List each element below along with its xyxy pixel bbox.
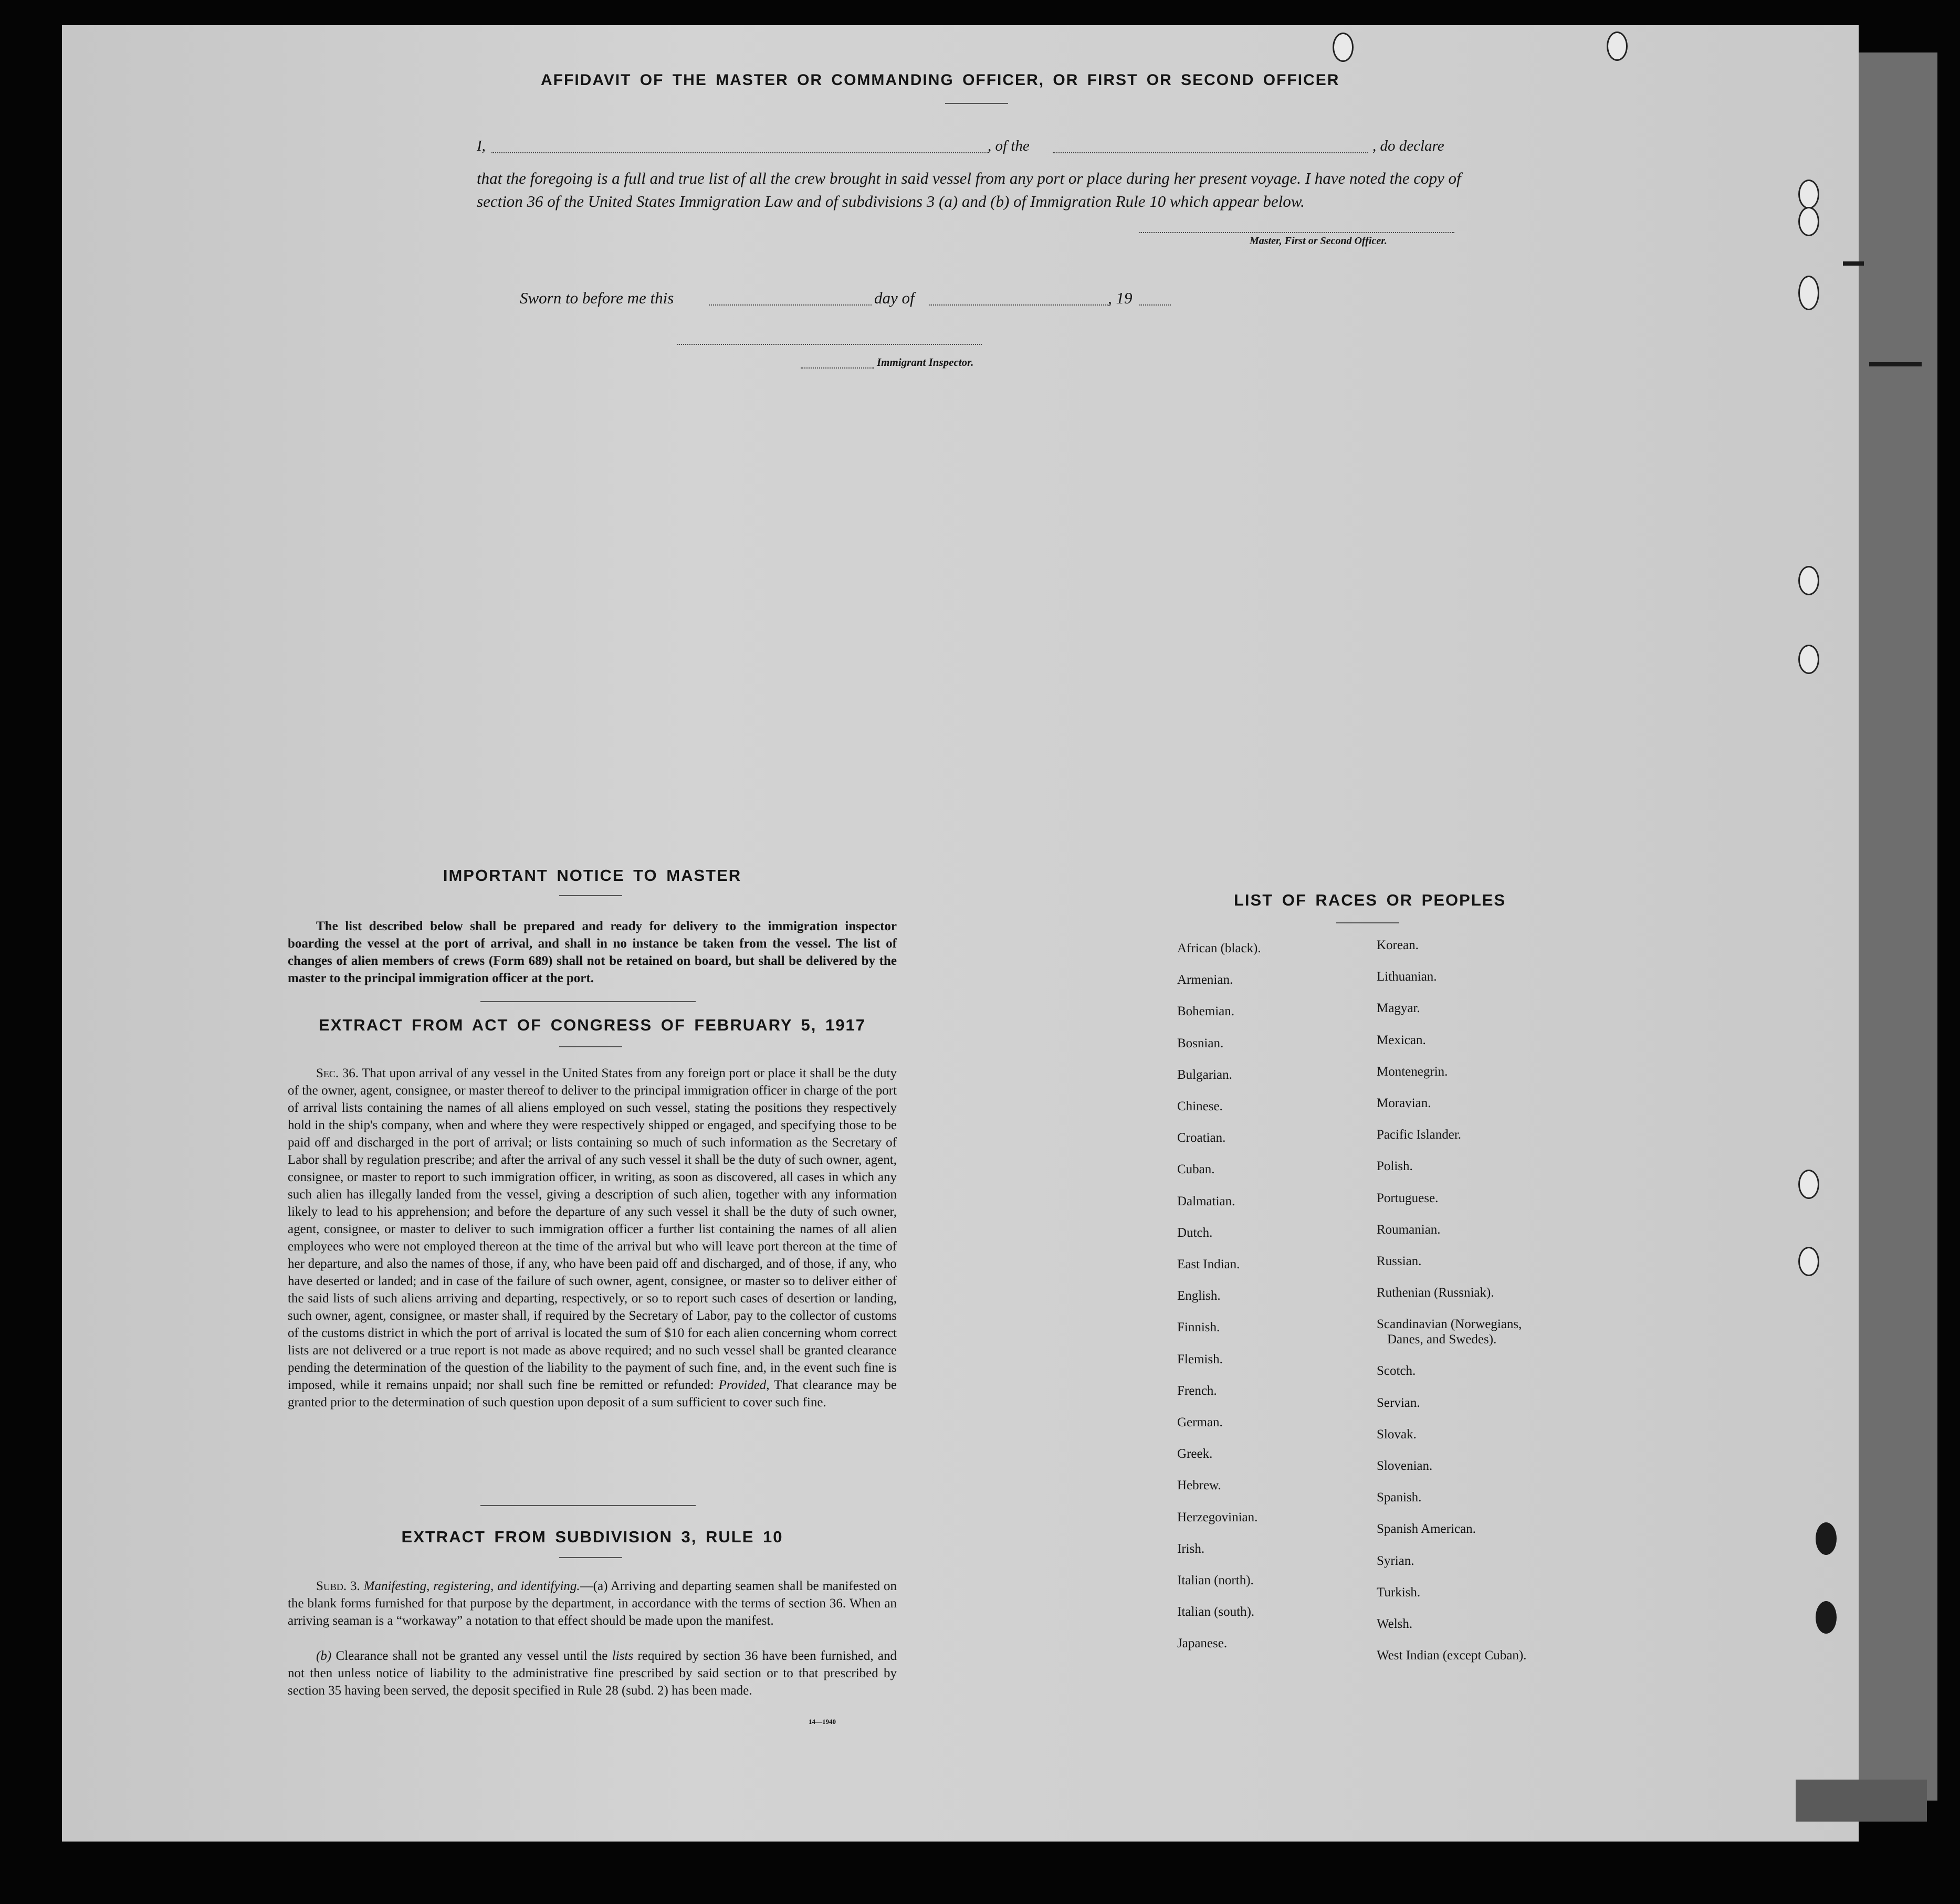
race-item: Cuban. [1177,1162,1215,1177]
rule-divider [559,1557,622,1558]
binder-hole-icon [1798,276,1819,310]
binder-hole-icon [1333,33,1354,62]
act-sec-label: Sec. 36. [316,1066,359,1080]
subd-b-1: Clearance shall not be granted any vessel until the [336,1649,608,1663]
race-item: Scotch. [1377,1364,1416,1379]
rule-para-b [288,1647,897,1699]
form-number: 14—1940 [809,1718,836,1726]
inspector-signature-field-2[interactable] [801,367,874,369]
race-item: Bulgarian. [1177,1067,1232,1082]
master-signature-label: Master, First or Second Officer. [1250,235,1387,247]
race-item: Herzegovinian. [1177,1510,1258,1524]
act-text [288,1065,897,1411]
master-signature-field[interactable] [1139,232,1454,233]
race-item: Armenian. [1177,973,1233,987]
race-item: Roumanian. [1377,1222,1441,1237]
inspector-label: Immigrant Inspector. [877,356,974,369]
declarant-label: I, [477,138,486,154]
notice-divider [559,895,622,896]
race-item: Hebrew. [1177,1478,1221,1493]
binder-hole-icon [1798,207,1819,236]
section-divider [480,1505,696,1506]
race-item: Italian (north). [1177,1573,1254,1587]
race-item: Montenegrin. [1377,1064,1448,1079]
race-item: Chinese. [1177,1099,1223,1113]
sworn-month-field[interactable] [929,304,1110,306]
notice-title: IMPORTANT NOTICE TO MASTER [443,866,742,885]
rule-para-a [288,1577,897,1629]
races-divider [1336,922,1399,923]
vessel-label: , of the [988,138,1030,154]
race-item: English. [1177,1289,1221,1303]
race-item: Korean. [1377,938,1419,952]
race-item: German. [1177,1415,1223,1429]
race-item: Slovak. [1377,1427,1417,1442]
race-item: Spanish. [1377,1490,1422,1505]
race-item: Polish. [1377,1159,1413,1174]
race-item: Turkish. [1377,1585,1421,1600]
race-item: Danes, and Swedes). [1387,1332,1497,1347]
sworn-date-field[interactable] [709,304,872,306]
rule-title: EXTRACT FROM SUBDIVISION 3, RULE 10 [401,1528,783,1546]
race-item: Italian (south). [1177,1605,1255,1619]
race-item: Pacific Islander. [1377,1128,1462,1142]
binder-hole-icon [1798,1247,1819,1276]
act-title: EXTRACT FROM ACT OF CONGRESS OF FEBRUARY 5, 1917 [319,1016,866,1034]
race-item: Spanish American. [1377,1522,1476,1537]
race-item: Syrian. [1377,1553,1414,1568]
race-item: West Indian (except Cuban). [1377,1648,1527,1663]
subd-b-lists: lists [612,1649,634,1663]
affidavit-title: AFFIDAVIT OF THE MASTER OR COMMANDING OFFICER, OR FIRST OR SECOND OFFICER [541,71,1340,89]
act-provided-text: That clearance may be granted prior to the determination of such question upon deposit of a sum sufficient to cover such fine. [288,1378,897,1409]
sworn-year-field[interactable] [1139,304,1171,306]
sworn-prefix: Sworn to before me this [520,289,674,307]
race-item: Scandinavian (Norwegians, [1377,1317,1522,1332]
race-item: Portuguese. [1377,1191,1439,1205]
affidavit-statement: that the foregoing is a full and true list of all the crew brought in said vessel from any port or place during her present voyage. I have noted the copy of section 36 of the United States Immigration Law and of subdivisions 3 (a) and (b) of Immigration Rule 10 which appear below. [477,169,1461,211]
act-body: That upon arrival of any vessel in the United States from any foreign port or place it shall be the duty of the owner, agent, consignee, or master thereof to deliver to the principal immigration officer in charge of the port of arrival lists containing the names of all aliens employed on such vessel, stating the positions they respectively hold in the ship's company, when and where they were respectively shipped or engaged, and specifying those to be paid off and discharged in the port of arrival; or lists containing so much of such information as the Secretary of Labor shall by regulation prescribe; and after the arrival of any such vessel it shall be the duty of such owner, agent, consignee, or master to report to such immigration officer, in writing, as soon as discovered, all cases in which any such alien has illegally landed from the vessel, giving a description of such alien, together with any information likely to lead to his apprehension; and before the departure of any such vessel it shall be the duty of such owner, agent, consignee, or master to deliver to such immigration officer a further list containing the names of all alien employees who were not employed thereon at the time of the arrival but who will leave port thereon at the time of her departure, and also the names of those, if any, who have been paid off and discharged, and of those, if any, who have deserted or landed; and in case of the failure of such owner, agent, consignee, or master so to deliver either of the said lists of such aliens arriving and departing, respectively, or so to report such cases of desertion or landing, such owner, agent, consignee, or master shall, if required by the Secretary of Labor, pay to the collector of customs of the customs district in which the port of arrival is located the sum of $10 for each alien concerning whom correct lists are not delivered or a true report is not made as above required; and no such vessel shall be granted clearance pending the determination of the question of the liability to the payment of such fine, and, in the event such fine is imposed, while it remains unpaid; nor shall such fine be remitted or refunded: [288,1066,897,1392]
race-item: Bosnian. [1177,1036,1224,1050]
race-item: Finnish. [1177,1320,1220,1335]
binder-hole-icon [1798,645,1819,674]
binder-edge-bottom [1796,1780,1927,1822]
notice-text: The list described below shall be prepared and ready for delivery to the immigration inspector boarding the vessel at the port of arrival, and shall in no instance be taken from the vessel. The list of changes of alien members of crews (Form 689) shall not be retained on board, but shall be delivered by the master to the principal immigration officer at the port. [288,919,897,985]
race-item: French. [1177,1383,1217,1398]
binder-edge [1859,52,1937,1801]
scan-artifact [1869,362,1922,366]
inspector-signature-field[interactable] [677,344,982,345]
race-item: Lithuanian. [1377,970,1437,984]
declarant-name-field[interactable] [491,152,988,153]
race-item: Welsh. [1377,1617,1413,1632]
section-divider [480,1001,696,1002]
act-provided-label: Provided, [718,1378,770,1392]
declare-label: , do declare [1372,138,1444,154]
race-item: Greek. [1177,1447,1213,1461]
race-item: Moravian. [1377,1096,1431,1110]
subd-heading: Manifesting, registering, and identifying. [363,1579,580,1593]
race-item: Bohemian. [1177,1004,1235,1019]
binder-hole-icon [1798,180,1819,209]
race-item: Croatian. [1177,1131,1226,1145]
binder-hole-icon [1816,1601,1837,1634]
binder-hole-icon [1607,31,1628,61]
race-item: Magyar. [1377,1001,1420,1016]
act-divider [559,1046,622,1047]
race-item: East Indian. [1177,1257,1240,1271]
vessel-name-field[interactable] [1053,152,1368,153]
race-item: Russian. [1377,1254,1422,1268]
race-item: Slovenian. [1377,1459,1433,1474]
sworn-year-label: , 19 [1108,289,1133,307]
binder-hole-icon [1798,1170,1819,1199]
subd-para-a: —(a) Arriving and departing seamen shall be manifested on the blank forms furnished for that purpose by the department, in accordance with the terms of section 36. When an arriving seaman is a “workaway” a notation to that effect should be made upon the manifest. [288,1579,897,1628]
race-item: Flemish. [1177,1352,1223,1366]
race-item: Japanese. [1177,1636,1228,1651]
binder-hole-icon [1816,1522,1837,1555]
subd-label: Subd. 3. [316,1579,360,1593]
race-item: Ruthenian (Russniak). [1377,1286,1494,1300]
sworn-day-label: day of [874,289,915,307]
race-item: Mexican. [1377,1033,1426,1047]
subd-b-2: required by section 36 have been furnished, and not then unless notice of liability to the administrative fine prescribed by said section or to that prescribed by section 35 having been served, the deposit specified in Rule 28 (subd. 2) has been made. [288,1649,897,1698]
scan-artifact [1843,261,1864,266]
race-item: African (black). [1177,941,1261,955]
race-item: Dutch. [1177,1225,1213,1240]
binder-hole-icon [1798,566,1819,595]
race-item: Servian. [1377,1395,1420,1410]
title-divider [945,103,1008,104]
races-title: LIST OF RACES OR PEOPLES [1234,891,1506,909]
subd-b-label: (b) [316,1649,332,1663]
race-item: Dalmatian. [1177,1194,1235,1208]
race-item: Irish. [1177,1541,1205,1556]
